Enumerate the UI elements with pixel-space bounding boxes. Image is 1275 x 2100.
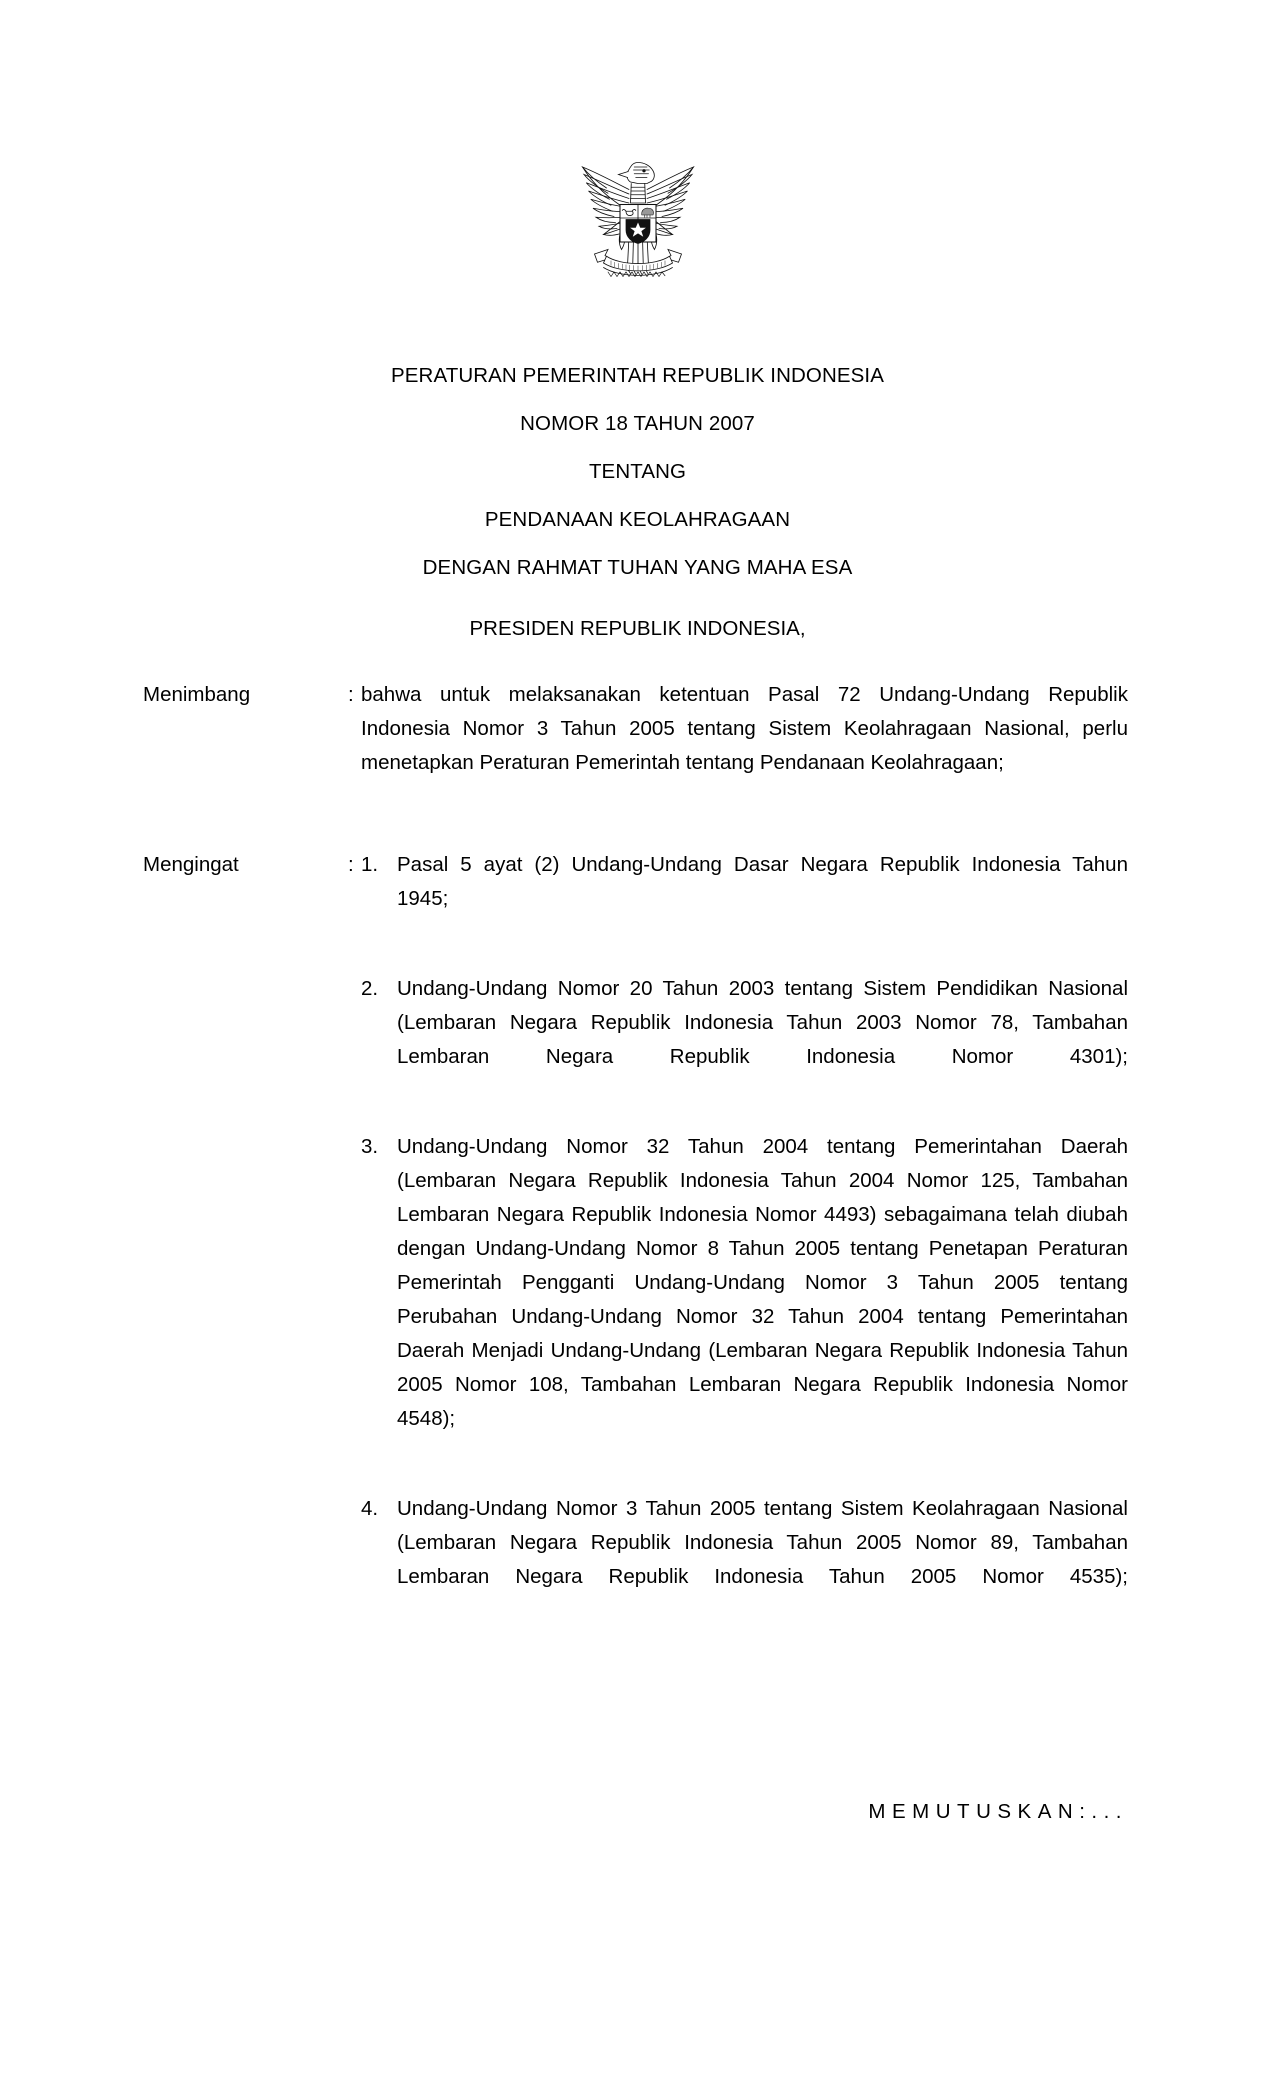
list-item-text: Undang-Undang Nomor 32 Tahun 2004 tentang Pemerintahan Daerah (Lembaran Negara Republik Indonesia Tahun 2004 Nomor 125, Tambahan Lembaran Negara Republik Indonesia Nomor 4493) sebagaimana telah diubah dengan Undang-Undang Nomor 8 Tahun 2005 tentang Penetapan Peraturan Pemerintah Pengganti Undang-Undang Nomor 3 Tahun 2005 tentang Perubahan Undang-Undang Nomor 32 Tahun 2004 tentang Pemerintahan Daerah Menjadi Undang-Undang (Lembaran Negara Republik Indonesia Tahun 2005 Nomor 108, Tambahan Lembaran Negara Republik Indonesia Nomor 4548);: [397, 1135, 1128, 1430]
list-item-text: Pasal 5 ayat (2) Undang-Undang Dasar Negara Republik Indonesia Tahun 1945;: [397, 853, 1128, 910]
title-line-2: NOMOR 18 TAHUN 2007: [520, 412, 755, 435]
clause-body-menimbang: [361, 678, 1128, 780]
title-line-3: TENTANG: [588, 460, 687, 483]
authority-line: PRESIDEN REPUBLIK INDONESIA,: [469, 617, 806, 640]
clause-colon-mengingat: :: [348, 853, 354, 876]
menimbang-paragraph: bahwa untuk melaksanakan ketentuan Pasal 72 Undang-Undang Republik Indonesia Nomor 3 Tahun 2005 tentang Sistem Keolahragaan Nasional, perlu menetapkan Peraturan Pemerintah tentang Pendanaan Keolahragaan;: [361, 683, 1128, 774]
list-item: [361, 1130, 1128, 1470]
clause-body-mengingat: [361, 848, 1128, 1628]
clause-menimbang: [143, 678, 1128, 780]
list-item-text: Undang-Undang Nomor 3 Tahun 2005 tentang Sistem Keolahragaan Nasional (Lembaran Negara Republik Indonesia Tahun 2005 Nomor 89, Tambahan Lembaran Negara Republik Indonesia Tahun 2005 Nomor 4535);: [397, 1497, 1128, 1588]
clause-label-menimbang: Menimbang: [143, 683, 251, 706]
list-item-marker: 1.: [361, 853, 379, 876]
list-item: [361, 1492, 1128, 1628]
list-item: [361, 848, 1128, 950]
clause-colon-menimbang: :: [348, 683, 354, 706]
document-title-block: [0, 352, 1275, 592]
mengingat-list: [361, 848, 1128, 1628]
title-line-1: PERATURAN PEMERINTAH REPUBLIK INDONESIA: [391, 364, 884, 387]
list-item-marker: 2.: [361, 977, 379, 1000]
list-item: [361, 972, 1128, 1108]
garuda-pancasila-emblem: [563, 140, 713, 290]
title-line-5: DENGAN RAHMAT TUHAN YANG MAHA ESA: [422, 556, 853, 579]
title-line-4: PENDANAAN KEOLAHRAGAAN: [484, 508, 791, 531]
list-item-marker: 3.: [361, 1135, 379, 1158]
clause-mengingat: [143, 848, 1128, 1628]
list-item-marker: 4.: [361, 1497, 379, 1520]
continuation-note: MEMUTUSKAN:...: [868, 1800, 1128, 1823]
clause-label-mengingat: Mengingat: [143, 853, 239, 876]
list-item-text: Undang-Undang Nomor 20 Tahun 2003 tentang Sistem Pendidikan Nasional (Lembaran Negara Republik Indonesia Tahun 2003 Nomor 78, Tambahan Lembaran Negara Republik Indonesia Nomor 4301);: [397, 977, 1128, 1068]
emblem-container: [0, 140, 1275, 290]
